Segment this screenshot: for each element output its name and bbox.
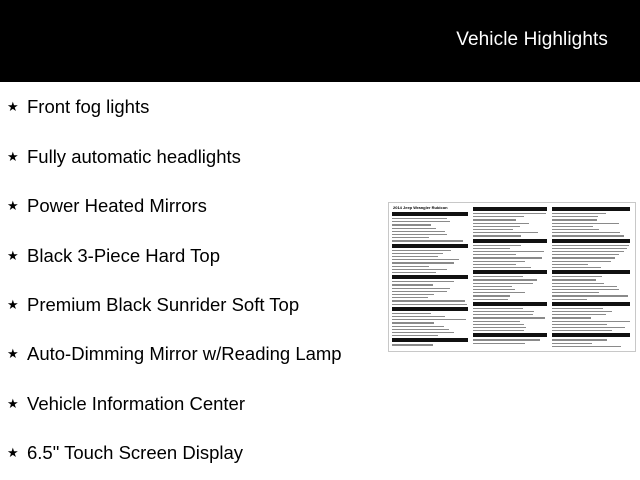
sticker-text-line — [552, 339, 607, 340]
sticker-text-line — [552, 299, 587, 300]
sticker-text-line — [552, 292, 599, 293]
sticker-text-line — [392, 253, 443, 254]
feature-item — [7, 290, 299, 320]
sticker-text-line — [392, 329, 449, 330]
sticker-text-line — [392, 300, 465, 301]
header-bar — [0, 0, 640, 82]
star-icon: ★ — [7, 346, 19, 362]
sticker-text-line — [392, 266, 429, 267]
page-title: Vehicle Highlights — [456, 29, 608, 50]
sticker-text-line — [552, 232, 620, 233]
sticker-text-line — [552, 235, 624, 236]
sticker-text-line — [392, 316, 445, 317]
star-icon: ★ — [7, 445, 19, 461]
sticker-text-line — [473, 339, 540, 340]
feature-item — [7, 92, 149, 122]
feature-label: Premium Black Sunrider Soft Top — [27, 294, 300, 315]
sticker-text-line — [392, 234, 447, 235]
sticker-text-line — [392, 291, 447, 292]
sticker-text-line — [552, 213, 606, 214]
sticker-text-line — [392, 322, 434, 323]
sticker-text-line — [392, 304, 467, 305]
sticker-text-line — [552, 245, 629, 246]
sticker-text-line — [473, 330, 524, 331]
sticker-text-line — [552, 229, 599, 230]
sticker-text-line — [473, 257, 542, 258]
sticker-text-line — [473, 226, 520, 227]
sticker-text-line — [473, 254, 516, 255]
sticker-text-line — [552, 314, 606, 315]
sticker-text-line — [473, 276, 523, 277]
sticker-text-line — [473, 229, 513, 230]
sticker-text-line — [552, 330, 612, 331]
sticker-text-line — [392, 228, 436, 229]
sticker-text-line — [473, 311, 534, 312]
sticker-text-line — [473, 289, 515, 290]
sticker-text-line — [392, 326, 444, 327]
sticker-text-line — [473, 216, 524, 217]
feature-item — [7, 438, 243, 468]
sticker-section-header — [552, 239, 630, 243]
sticker-text-line — [392, 262, 454, 263]
sticker-text-line — [392, 240, 463, 241]
sticker-text-line — [552, 251, 624, 252]
sticker-text-line — [392, 231, 445, 232]
star-icon: ★ — [7, 198, 19, 214]
star-icon: ★ — [7, 149, 19, 165]
feature-label: Vehicle Information Center — [27, 393, 246, 414]
sticker-text-line — [552, 327, 625, 328]
star-icon: ★ — [7, 297, 19, 313]
sticker-text-line — [552, 254, 619, 255]
sticker-text-line — [392, 294, 434, 295]
sticker-text-line — [473, 232, 538, 233]
window-sticker-image[interactable] — [388, 202, 636, 352]
sticker-text-line — [392, 224, 431, 225]
sticker-text-line — [552, 343, 592, 344]
sticker-text-line — [473, 235, 521, 236]
sticker-text-line — [392, 332, 454, 333]
sticker-text-line — [552, 276, 602, 277]
sticker-text-line — [552, 219, 597, 220]
sticker-text-line — [552, 223, 619, 224]
sticker-text-line — [552, 261, 611, 262]
sticker-text-line — [392, 319, 466, 320]
sticker-text-line — [552, 283, 604, 284]
sticker-section-header — [392, 307, 468, 311]
feature-item — [7, 241, 220, 271]
sticker-section-header — [392, 275, 468, 279]
feature-label: Front fog lights — [27, 96, 150, 117]
sticker-text-line — [392, 344, 433, 345]
sticker-text-line — [473, 321, 520, 322]
sticker-text-line — [473, 314, 533, 315]
sticker-text-line — [392, 221, 450, 222]
sticker-text-line — [473, 343, 525, 344]
sticker-text-line — [392, 281, 454, 282]
sticker-section-header — [473, 207, 547, 211]
sticker-text-line — [552, 295, 628, 296]
feature-label: Black 3-Piece Hard Top — [27, 245, 220, 266]
sticker-text-line — [473, 279, 537, 280]
sticker-section-header — [473, 239, 547, 243]
sticker-section-header — [473, 270, 547, 274]
sticker-text-line — [473, 264, 516, 265]
sticker-text-line — [552, 279, 596, 280]
sticker-section-header — [473, 333, 547, 337]
star-icon: ★ — [7, 99, 19, 115]
sticker-text-line — [552, 226, 593, 227]
sticker-section-header — [392, 244, 468, 248]
sticker-text-line — [392, 288, 450, 289]
sticker-section-header — [552, 302, 630, 306]
sticker-text-line — [552, 267, 601, 268]
sticker-text-line — [473, 248, 510, 249]
sticker-text-line — [392, 335, 438, 336]
sticker-text-line — [392, 284, 433, 285]
sticker-text-line — [392, 297, 428, 298]
sticker-section-header — [473, 302, 547, 306]
sticker-text-line — [473, 299, 508, 300]
feature-item — [7, 191, 207, 221]
sticker-text-line — [552, 248, 627, 249]
sticker-text-line — [473, 245, 521, 246]
feature-label: Power Heated Mirrors — [27, 195, 207, 216]
sticker-text-line — [473, 223, 529, 224]
star-icon: ★ — [7, 396, 19, 412]
sticker-title: 2014 Jeep Wrangler Rubicon — [393, 205, 448, 210]
sticker-text-line — [552, 321, 630, 322]
sticker-text-line — [552, 289, 619, 290]
sticker-text-line — [392, 250, 451, 251]
sticker-text-line — [552, 286, 617, 287]
sticker-text-line — [392, 237, 429, 238]
sticker-text-line — [473, 261, 525, 262]
sticker-section-header — [552, 270, 630, 274]
sticker-text-line — [392, 313, 431, 314]
sticker-text-line — [392, 272, 436, 273]
sticker-text-line — [392, 256, 438, 257]
sticker-text-line — [473, 213, 546, 214]
sticker-text-line — [473, 267, 531, 268]
sticker-text-line — [552, 308, 603, 309]
sticker-text-line — [473, 283, 533, 284]
sticker-text-line — [392, 259, 459, 260]
sticker-text-line — [552, 264, 588, 265]
sticker-text-line — [473, 286, 512, 287]
sticker-text-line — [473, 292, 525, 293]
feature-label: Fully automatic headlights — [27, 146, 241, 167]
sticker-text-line — [473, 251, 544, 252]
sticker-text-line — [552, 317, 591, 318]
feature-item — [7, 389, 245, 419]
sticker-text-line — [552, 311, 612, 312]
sticker-text-line — [392, 269, 447, 270]
sticker-text-line — [473, 295, 510, 296]
sticker-section-header — [552, 207, 630, 211]
feature-item — [7, 339, 342, 369]
sticker-section-header — [392, 338, 468, 342]
sticker-text-line — [473, 324, 524, 325]
sticker-text-line — [473, 308, 523, 309]
sticker-text-line — [473, 327, 526, 328]
feature-item — [7, 142, 241, 172]
sticker-text-line — [552, 324, 607, 325]
sticker-section-header — [552, 333, 630, 337]
sticker-text-line — [552, 257, 615, 258]
feature-label: Auto-Dimming Mirror w/Reading Lamp — [27, 343, 342, 364]
sticker-text-line — [473, 219, 516, 220]
sticker-text-line — [392, 218, 447, 219]
sticker-text-line — [552, 346, 621, 347]
sticker-section-header — [392, 212, 468, 216]
star-icon: ★ — [7, 248, 19, 264]
sticker-text-line — [473, 317, 545, 318]
sticker-text-line — [552, 216, 598, 217]
feature-label: 6.5" Touch Screen Display — [27, 442, 244, 463]
